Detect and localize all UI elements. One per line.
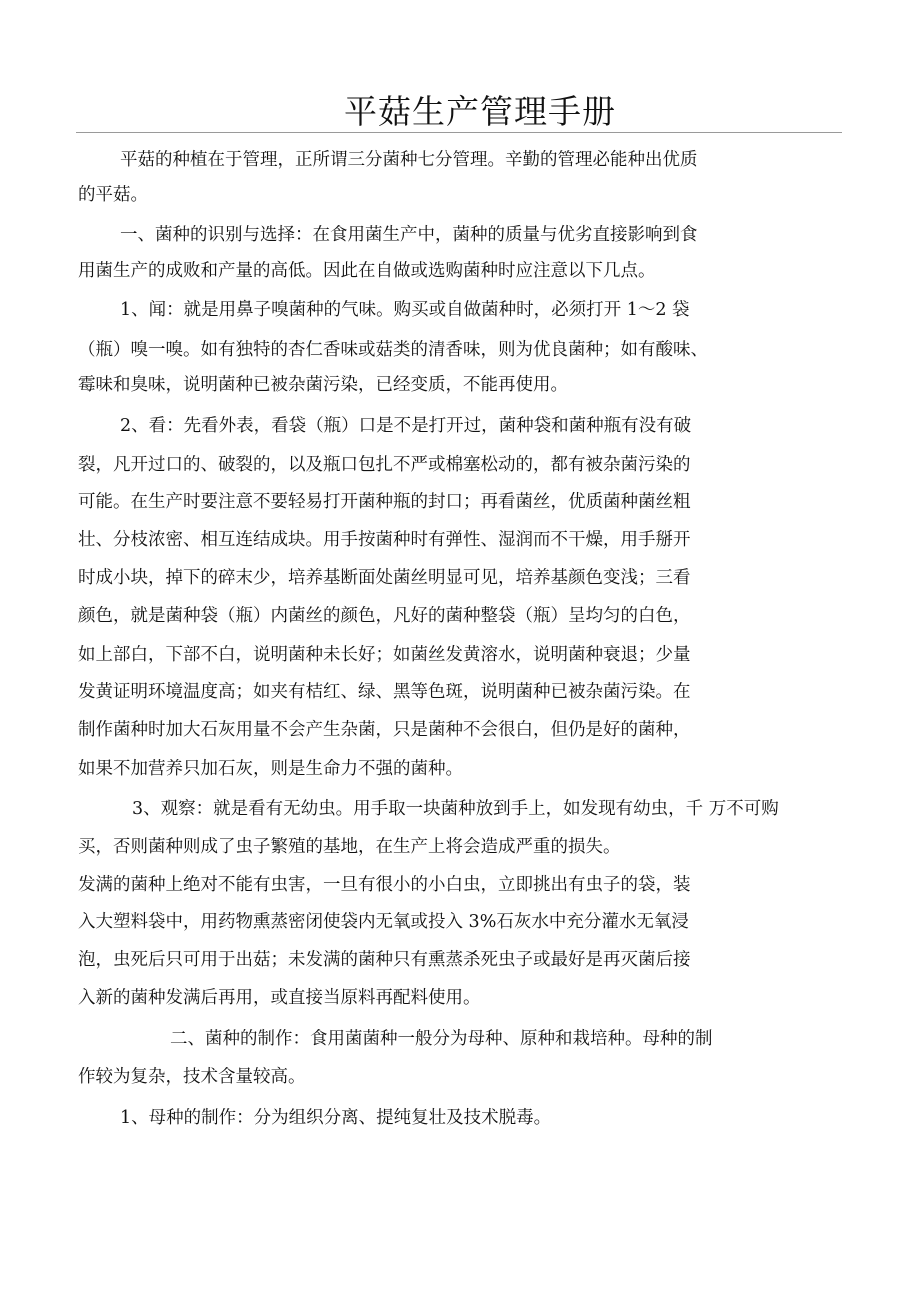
page-title: 平菇生产管理手册 <box>344 92 616 131</box>
text-line: 发满的菌种上绝对不能有虫害，一旦有很小的小白虫，立即挑出有虫子的袋，装 <box>78 875 691 895</box>
text-line: 1、闻：就是用鼻子嗅菌种的气味。购买或自做菌种时，必须打开 1〜2 袋 <box>120 300 690 320</box>
text-line: 用菌生产的成败和产量的高低。因此在自做或选购菌种时应注意以下几点。 <box>78 261 656 281</box>
text-line: 制作菌种时加大石灰用量不会产生杂菌，只是菌种不会很白，但仍是好的菌种， <box>78 720 691 740</box>
text-line: 发黄证明环境温度高；如夹有桔红、绿、黑等色斑，说明菌种已被杂菌污染。在 <box>78 682 691 702</box>
text-line: 入大塑料袋中，用药物熏蒸密闭使袋内无氧或投入 3%石灰水中充分灌水无氧浸 <box>78 912 689 932</box>
text-line: 买，否则菌种则成了虫子繁殖的基地，在生产上将会造成严重的损失。 <box>78 837 621 857</box>
text-line: 1、母种的制作：分为组织分离、提纯复壮及技术脱毒。 <box>120 1108 552 1128</box>
text-line: 一、菌种的识别与选择：在食用菌生产中，菌种的质量与优劣直接影响到食 <box>120 225 698 245</box>
text-line: 霉味和臭味，说明菌种已被杂菌污染，已经变质，不能再使用。 <box>78 375 568 395</box>
text-line: 二、菌种的制作：食用菌菌种一般分为母种、原种和栽培种。母种的制 <box>170 1029 713 1049</box>
text-line: 的平菇。 <box>78 185 148 205</box>
title-divider <box>76 132 842 133</box>
text-line: 入新的菌种发满后再用，或直接当原料再配料使用。 <box>78 988 481 1008</box>
text-line: 颜色，就是菌种袋（瓶）内菌丝的颜色，凡好的菌种整袋（瓶）呈均匀的白色， <box>78 606 691 626</box>
text-line: 作较为复杂，技术含量较高。 <box>78 1067 306 1087</box>
text-line: 2、看：先看外表，看袋（瓶）口是不是打开过，菌种袋和菌种瓶有没有破 <box>120 416 692 436</box>
text-line: 泡，虫死后只可用于出菇；未发满的菌种只有熏蒸杀死虫子或最好是再灭菌后接 <box>78 950 691 970</box>
text-line: 可能。在生产时要注意不要轻易打开菌种瓶的封口；再看菌丝，优质菌种菌丝粗 <box>78 492 691 512</box>
text-line: 平菇的种植在于管理，正所谓三分菌种七分管理。辛勤的管理必能种出优质 <box>120 150 698 170</box>
text-line: 壮、分枝浓密、相互连结成块。用手按菌种时有弹性、湿润而不干燥，用手掰开 <box>78 530 691 550</box>
text-line: 3、观察：就是看有无幼虫。用手取一块菌种放到手上，如发现有幼虫，千 万不可购 <box>132 799 779 819</box>
text-line: 如果不加营养只加石灰，则是生命力不强的菌种。 <box>78 759 463 779</box>
text-line: 如上部白，下部不白，说明菌种未长好；如菌丝发黄溶水，说明菌种衰退；少量 <box>78 645 691 665</box>
text-line: （瓶）嗅一嗅。如有独特的杏仁香味或菇类的清香味，则为优良菌种；如有酸味、 <box>78 340 708 360</box>
text-line: 时成小块，掉下的碎末少，培养基断面处菌丝明显可见，培养基颜色变浅；三看 <box>78 568 691 588</box>
text-line: 裂，凡开过口的、破裂的，以及瓶口包扎不严或棉塞松动的，都有被杂菌污染的 <box>78 455 691 475</box>
